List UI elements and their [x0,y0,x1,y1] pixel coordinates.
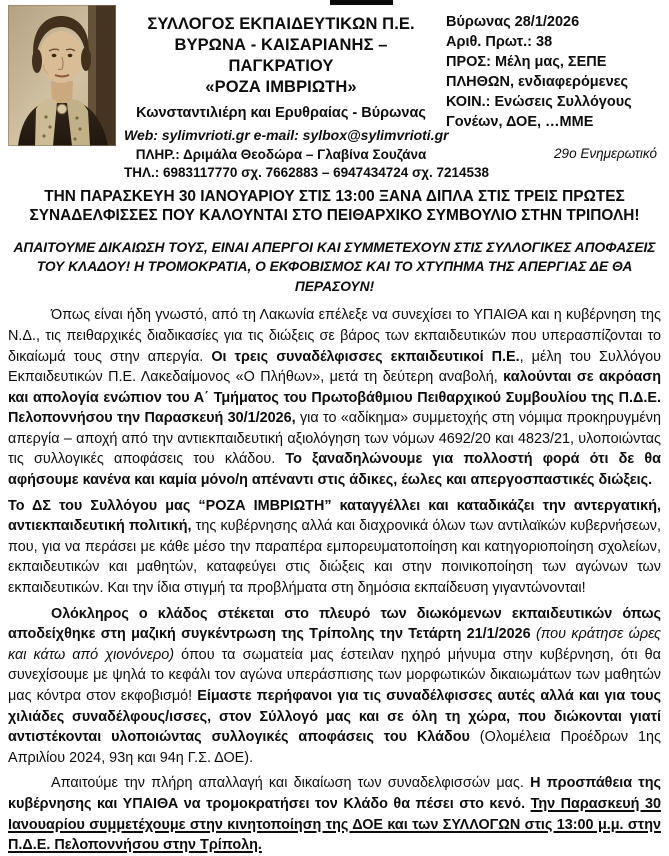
org-name-line: ΒΥΡΩΝΑ - ΚΑΙΣΑΡΙΑΝΗΣ – ΠΑΓΚΡΑΤΙΟΥ [174,35,388,75]
text-run: , μέλη του Συλλόγου Εκπαιδευτικών Π.Ε. Λακεδαίμονος «Ο Πλήθων», μετά τη δεύτερη αναβολή, [8,348,661,386]
org-address: Κωνσταντιλιέρη και Ερυθραίας - Βύρωνας [136,104,426,121]
portrait-photo [8,5,116,146]
org-name-line: «ΡΟΖΑ ΙΜΒΡΙΩΤΗ» [205,77,357,96]
text-run: (Ολομέλεια Προέδρων 1ης Απριλίου 2024, 93η και 94η Γ.Σ. ΔΟΕ). [8,729,661,766]
organization-block [124,5,490,180]
org-web-email: Web: sylimvrioti.gr e-mail: sylbox@sylimvrioti.gr [124,126,449,143]
meta-line: ΚΟΙΝ.: Ενώσεις Συλλόγους [446,94,632,110]
text-run: Όπως είναι ήδη γνωστό, από τη Λακωνία επέλεξε να συνεχίσει το ΥΠΑΙΘΑ και η κυβέρνηση της Ν.Δ., τις πειθαρχικές διαδικασίες για τις διώξεις σε βάρος των εκπαιδευτικών που υπερασπίζονται το δικαίωμά τους στην απεργία. [8,307,661,365]
scan-artifact-bar [330,0,393,5]
org-phones: ΤΗΛ.: 6983117770 σχ. 7662883 – 6947434724 σχ. 7214538 [124,164,490,180]
text-run: της κυβέρνησης αλλά και διαχρονικά όλων των αντιλαϊκών κυβερνήσεων, που, για να περάσει με κάθε μέσο την παραπέρα εμπορευματοποίηση και κατηγοριοποίηση σχολείων, εκπαιδευτικών και μαθητών, καταφεύγει στις διώξεις και στην ποινικοποίηση των αγώνων των εκπαιδευτικών. Και την ίδια στιγμή τα προβλήματα στη δημόσια εκπαίδευση γιγαντώνονται! [8,518,661,597]
org-contact-persons: ΠΛΗΡ.: Δριμάλα Θεοδώρα – Γλαβίνα Σουζάνα [135,146,427,162]
paragraph-2 [8,496,661,599]
paragraph-1 [8,305,661,490]
text-run: Η προσπάθεια της κυβέρνησης και ΥΠΑΙΘΑ να τρομοκρατήσει τον Κλάδο θα πέσει στο κενό. [8,775,661,812]
org-name-lines [124,14,438,98]
meta-line: Βύρωνας 28/1/2026 [446,14,580,30]
letterhead [0,0,669,180]
portrait-photo-image [8,5,116,146]
document-body [0,305,669,855]
meta-line: ΠΛΗΘΩΝ, ενδιαφερόμενες [446,74,629,90]
headline-sub: ΑΠΑΙΤΟΥΜΕ ΔΙΚΑΙΩΣΗ ΤΟΥΣ, ΕΙΝΑΙ ΑΠΕΡΓΟΙ ΚΑΙ ΣΥΜΜΕΤΕΧΟΥΝ ΣΤΙΣ ΣΥΛΛΟΓΙΚΕΣ ΑΠΟΦΑΣΕΙΣ ΤΟΥ ΚΛΑΔΟΥ! Η ΤΡΟΜΟΚΡΑΤΙΑ, Ο ΕΚΦΟΒΙΣΜΟΣ ΚΑΙ ΤΟ ΧΤΥΠΗΜΑ ΤΗΣ ΑΠΕΡΓΙΑΣ ΔΕ ΘΑ ΠΕΡΑΣΟΥΝ! [13,239,656,294]
text-run: καλούνται σε ακρόαση και απολογία ενώπιον του Α΄ Τμήματος του Πρωτοβάθμιου Πειθαρχικού Συμβουλίου της Π.Δ.Ε. Πελοποννήσου την Παρασκευή 30/1/2026, [8,369,661,427]
paragraph-3 [8,604,661,769]
text-run: Απαιτούμε την πλήρη απαλλαγή και δικαίωση των συναδελφισσών μας. [51,775,531,792]
text-run: Την Παρασκευή 30 Ιανουαρίου συμμετέχουμε στην κινητοποίηση της ΔΟΕ και των ΣΥΛΛΟΓΩΝ στις 13:00 μ.μ. στην Π.Δ.Ε. Πελοποννήσου στην Τρίπολη. [8,795,661,854]
meta-line: Αριθ. Πρωτ.: 38 [446,34,553,50]
text-run: Είμαστε περήφανοι για τις συναδέλφισσες αυτές αλλά και για τους χιλιάδες συναδέλφους/ισσες, στον Σύλλογό μας και σε όλη τη χώρα, που διώκονται γιατί αντιστέκονται υλοποιώντας συλλογικές αποφάσεις του Κλάδου [8,688,661,746]
text-run: (που κράτησε ώρες και κάτω από χιονόνερο) [8,626,661,663]
text-run: Το ξαναδηλώνουμε για πολλοστή φορά ότι δε θα αφήσουμε κανένα και καμία μόνο/η απέναντι στις άδικες, έωλες και απεργοσπαστικές διώξεις. [8,451,662,489]
meta-lines [446,12,659,132]
meta-line: ΠΡΟΣ: Μέλη μας, ΣΕΠΕ [446,54,607,70]
bulletin-number: 29ο Ενημερωτικό [554,146,657,161]
document-meta-block [446,5,659,180]
paragraph-4 [8,773,661,855]
text-run: για το «αδίκημα» συμμετοχής στη νόμιμα προκηρυγμένη απεργία – αποχή από την αντιεκπαιδευτική αξιολόγηση των νόμων 4692/20 και 4823/21, υλοποιώντας τις συλλογικές αποφάσεις του κλάδου. [8,410,661,468]
meta-line: Γονέων, ΔΟΕ, …ΜΜΕ [446,114,594,130]
headline-main: ΤΗΝ ΠΑΡΑΣΚΕΥΗ 30 ΙΑΝΟΥΑΡΙΟΥ ΣΤΙΣ 13:00 ΞΑΝΑ ΔΙΠΛΑ ΣΤΙΣ ΤΡΕΙΣ ΠΡΩΤΕΣ ΣΥΝΑΔΕΛΦΙΣΣΕΣ ΠΟΥ ΚΑΛΟΥΝΤΑΙ ΣΤΟ ΠΕΙΘΑΡΧΙΚΟ ΣΥΜΒΟΥΛΙΟ ΣΤΗΝ ΤΡΙΠΟΛΗ! [29,187,640,225]
text-run: Οι τρεις συναδέλφισσες εκπαιδευτικοί Π.Ε. [211,348,520,365]
text-run: Ολόκληρος ο κλάδος στέκεται στο πλευρό των διωκόμενων εκπαιδευτικών όπως αποδείχθηκε στη μαζική συγκέντρωση της Τρίπολης την Τετάρτη 21/1/2026 [8,605,661,643]
org-name-line: ΣΥΛΛΟΓΟΣ ΕΚΠΑΙΔΕΥΤΙΚΩΝ Π.Ε. [147,15,415,33]
text-run: Το ΔΣ του Συλλόγου μας “ΡΟΖΑ ΙΜΒΡΙΩΤΗ” καταγγέλλει και καταδικάζει την αντεργατική, αντιεκπαιδευτική πολιτική, [8,497,661,535]
text-run: όπου τα σωματεία μας έστειλαν ηχηρό μήνυμα στην κυβέρνηση, ότι θα συνεχίσουμε με ψηλά το κεφάλι τον αγώνα υπεράσπισης των μορφωτικών δικαιωμάτων των μαθητών μας κόντρα στον εκφοβισμό! [8,646,661,704]
